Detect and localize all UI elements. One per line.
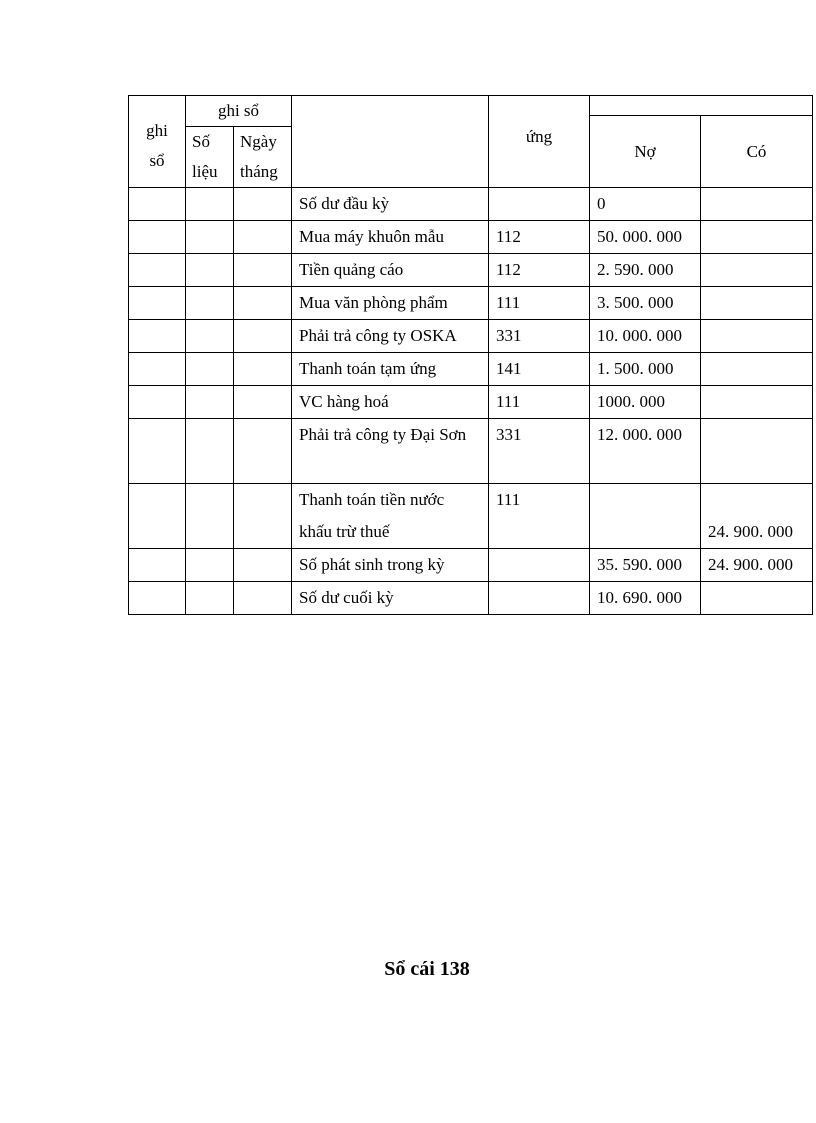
cell-ghi-so bbox=[129, 254, 186, 287]
table-row bbox=[129, 582, 813, 615]
table-row bbox=[129, 386, 813, 419]
cell-co bbox=[701, 188, 813, 221]
cell-no: 12. 000. 000 bbox=[590, 419, 701, 484]
cell-ghi-so bbox=[129, 549, 186, 582]
cell-ngay-thang bbox=[234, 287, 292, 320]
cell-no: 3. 500. 000 bbox=[590, 287, 701, 320]
header-tk-doi-ung: ứng bbox=[489, 96, 590, 188]
table-row bbox=[129, 484, 813, 549]
cell-tk: 111 bbox=[489, 386, 590, 419]
header-ghi-so bbox=[129, 96, 186, 188]
header-ngay-thang-line2: tháng bbox=[240, 162, 278, 181]
header-ngay-thang bbox=[234, 127, 292, 188]
cell-co: 24. 900. 000 bbox=[701, 549, 813, 582]
cell-dien-giai: Số dư cuối kỳ bbox=[292, 582, 489, 615]
cell-dien-giai: Thanh toán tạm ứng bbox=[292, 353, 489, 386]
cell-no: 0 bbox=[590, 188, 701, 221]
cell-ngay-thang bbox=[234, 320, 292, 353]
cell-no: 2. 590. 000 bbox=[590, 254, 701, 287]
cell-no bbox=[590, 484, 701, 549]
header-dien-giai bbox=[292, 96, 489, 188]
cell-ngay-thang bbox=[234, 221, 292, 254]
cell-ghi-so bbox=[129, 484, 186, 549]
header-ghi-so-line1: ghi bbox=[146, 120, 168, 140]
cell-ghi-so bbox=[129, 386, 186, 419]
header-so-lieu bbox=[186, 127, 234, 188]
cell-co bbox=[701, 320, 813, 353]
table-row bbox=[129, 320, 813, 353]
cell-so-lieu bbox=[186, 484, 234, 549]
cell-tk bbox=[489, 188, 590, 221]
cell-tk: 112 bbox=[489, 221, 590, 254]
cell-co bbox=[701, 353, 813, 386]
cell-dien-giai: Phải trả công ty OSKA bbox=[292, 320, 489, 353]
cell-so-lieu bbox=[186, 582, 234, 615]
header-group-ghi-so: ghi sổ bbox=[186, 96, 292, 127]
cell-tk: 331 bbox=[489, 419, 590, 484]
cell-ghi-so bbox=[129, 353, 186, 386]
ledger-table bbox=[128, 95, 813, 615]
cell-so-lieu bbox=[186, 353, 234, 386]
cell-tk: 111 bbox=[489, 287, 590, 320]
cell-ngay-thang bbox=[234, 549, 292, 582]
cell-ghi-so bbox=[129, 287, 186, 320]
header-so-tien bbox=[590, 96, 813, 116]
cell-ngay-thang bbox=[234, 254, 292, 287]
cell-so-lieu bbox=[186, 549, 234, 582]
header-co: Có bbox=[701, 116, 813, 188]
cell-tk: 111 bbox=[489, 484, 590, 549]
cell-ngay-thang bbox=[234, 419, 292, 484]
cell-no: 1000. 000 bbox=[590, 386, 701, 419]
cell-co bbox=[701, 419, 813, 484]
table-row bbox=[129, 254, 813, 287]
cell-ghi-so bbox=[129, 221, 186, 254]
cell-so-lieu bbox=[186, 320, 234, 353]
cell-ngay-thang bbox=[234, 386, 292, 419]
header-so-lieu-line2: liệu bbox=[192, 162, 218, 181]
cell-so-lieu bbox=[186, 419, 234, 484]
cell-dien-giai: Số dư đầu kỳ bbox=[292, 188, 489, 221]
cell-tk: 112 bbox=[489, 254, 590, 287]
cell-dien-giai: Mua máy khuôn mẫu bbox=[292, 221, 489, 254]
cell-ngay-thang bbox=[234, 353, 292, 386]
cell-dien-giai: Mua văn phòng phẩm bbox=[292, 287, 489, 320]
table-row bbox=[129, 353, 813, 386]
table-row bbox=[129, 188, 813, 221]
table-row bbox=[129, 419, 813, 484]
cell-tk: 141 bbox=[489, 353, 590, 386]
cell-so-lieu bbox=[186, 287, 234, 320]
cell-no: 35. 590. 000 bbox=[590, 549, 701, 582]
cell-dien-giai: VC hàng hoá bbox=[292, 386, 489, 419]
header-so-lieu-line1: Số bbox=[192, 132, 210, 151]
cell-ngay-thang bbox=[234, 188, 292, 221]
table-header bbox=[129, 96, 813, 188]
cell-ghi-so bbox=[129, 188, 186, 221]
cell-co bbox=[701, 386, 813, 419]
cell-no: 10. 690. 000 bbox=[590, 582, 701, 615]
cell-dien-giai: Tiền quảng cáo bbox=[292, 254, 489, 287]
cell-tk bbox=[489, 582, 590, 615]
cell-co bbox=[701, 221, 813, 254]
cell-no: 1. 500. 000 bbox=[590, 353, 701, 386]
cell-so-lieu bbox=[186, 386, 234, 419]
cell-co bbox=[701, 254, 813, 287]
cell-tk: 331 bbox=[489, 320, 590, 353]
cell-ngay-thang bbox=[234, 582, 292, 615]
header-no: Nợ bbox=[590, 116, 701, 188]
cell-ghi-so bbox=[129, 419, 186, 484]
cell-co: 24. 900. 000 bbox=[701, 484, 813, 549]
cell-so-lieu bbox=[186, 188, 234, 221]
table-row bbox=[129, 221, 813, 254]
cell-dien-giai: Số phát sinh trong kỳ bbox=[292, 549, 489, 582]
cell-dien-giai: Phải trả công ty Đại Sơn bbox=[292, 419, 489, 484]
cell-ghi-so bbox=[129, 582, 186, 615]
table-body bbox=[129, 188, 813, 615]
table-row bbox=[129, 549, 813, 582]
cell-so-lieu bbox=[186, 221, 234, 254]
cell-no: 10. 000. 000 bbox=[590, 320, 701, 353]
cell-so-lieu bbox=[186, 254, 234, 287]
cell-ngay-thang bbox=[234, 484, 292, 549]
header-ghi-so-line2: sổ bbox=[149, 150, 165, 170]
cell-ghi-so bbox=[129, 320, 186, 353]
cell-no: 50. 000. 000 bbox=[590, 221, 701, 254]
page-title: Sổ cái 138 bbox=[384, 958, 470, 980]
cell-tk bbox=[489, 549, 590, 582]
cell-co bbox=[701, 287, 813, 320]
header-ngay-thang-line1: Ngày bbox=[240, 132, 277, 151]
table-row bbox=[129, 287, 813, 320]
cell-co bbox=[701, 582, 813, 615]
cell-dien-giai: Thanh toán tiền nước khấu trừ thuế bbox=[292, 484, 489, 549]
